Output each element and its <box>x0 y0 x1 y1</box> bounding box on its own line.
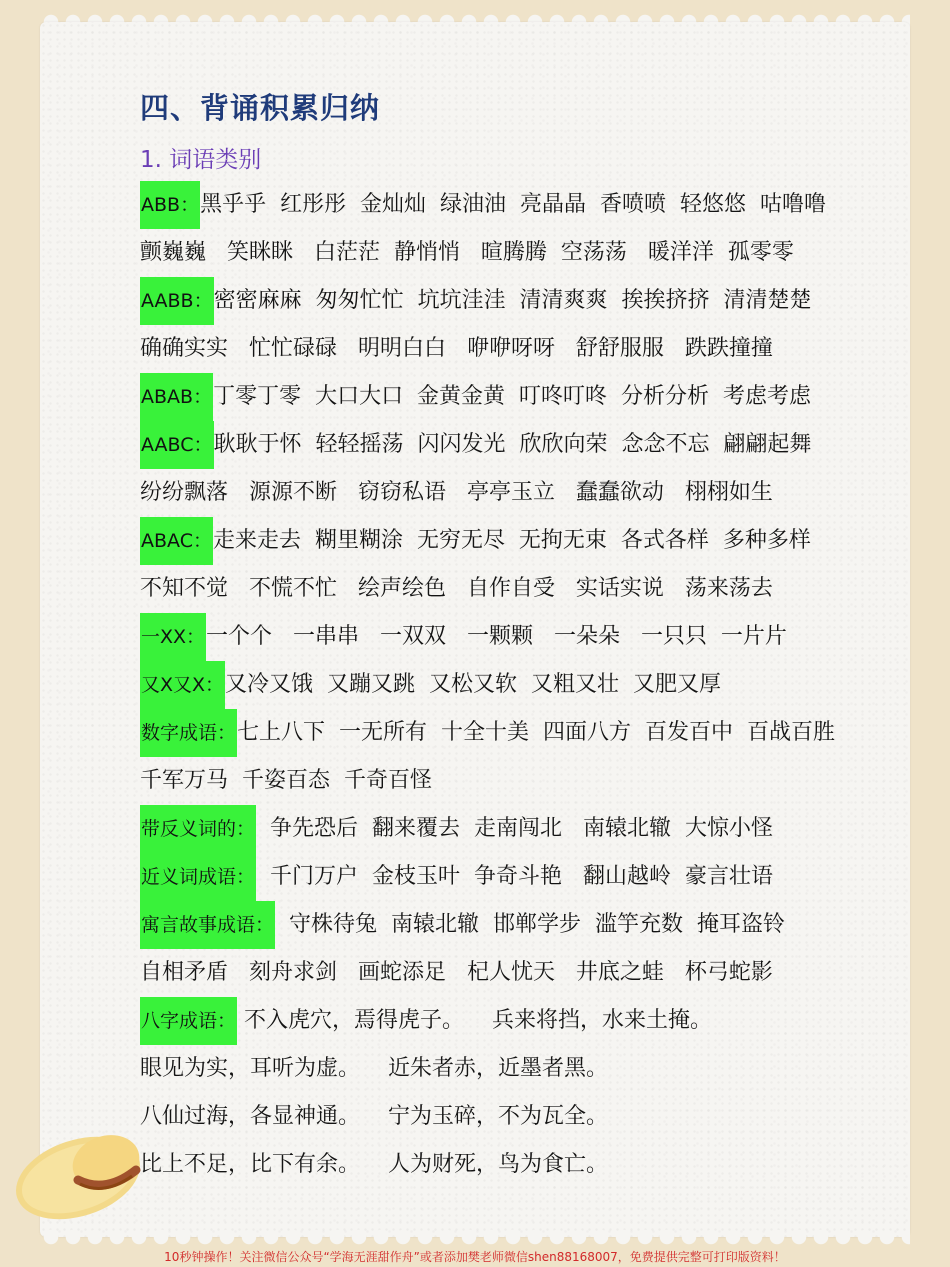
word-row <box>140 565 773 613</box>
word-row <box>140 1093 608 1141</box>
word-row <box>140 757 432 805</box>
category-tag: 一XX： <box>140 613 206 661</box>
word-row <box>140 853 773 901</box>
page-title: 四、背诵积累归纳 <box>140 91 381 125</box>
word-row <box>140 1045 608 1093</box>
paper-bottom-edge <box>40 1229 910 1245</box>
category-tag: 八字成语： <box>140 997 237 1045</box>
word-group: 走来走去 糊里糊涂 无穷无尽 无拘无束 各式各样 多种多样 <box>212 528 811 553</box>
word-group: 自相矛盾 刻舟求剑 画蛇添足 杞人忧天 井底之蛙 杯弓蛇影 <box>140 960 773 985</box>
category-tag: 数字成语： <box>140 709 237 757</box>
word-row <box>140 421 811 469</box>
word-group: 颤巍巍 笑眯眯 白茫茫 静悄悄 暄腾腾 空荡荡 暖洋洋 孤零零 <box>140 240 794 265</box>
word-row <box>140 229 794 277</box>
word-group: 眼见为实，耳听为虚。 近朱者赤，近墨者黑。 <box>140 1056 608 1081</box>
word-group: 七上八下 一无所有 十全十美 四面八方 百发百中 百战百胜 <box>237 720 835 745</box>
word-group: 比上不足，比下有余。 人为财死，鸟为食亡。 <box>140 1152 608 1177</box>
word-row <box>140 277 812 325</box>
word-group: 黑乎乎 红彤彤 金灿灿 绿油油 亮晶晶 香喷喷 轻悠悠 咕噜噜 <box>200 192 826 217</box>
word-group: 纷纷飘落 源源不断 窃窃私语 亭亭玉立 蠢蠢欲动 栩栩如生 <box>140 480 773 505</box>
section-subtitle: 1. 词语类别 <box>140 147 262 173</box>
category-tag: 寓言故事成语： <box>140 901 275 949</box>
word-row <box>140 373 811 421</box>
word-group: 八仙过海，各显神通。 宁为玉碎，不为瓦全。 <box>140 1104 608 1129</box>
word-row <box>140 1141 608 1189</box>
category-tag: ABAB： <box>140 373 213 421</box>
word-group: 又冷又饿 又蹦又跳 又松又软 又粗又壮 又肥又厚 <box>225 672 721 697</box>
word-group: 不知不觉 不慌不忙 绘声绘色 自作自受 实话实说 荡来荡去 <box>140 576 773 601</box>
category-tag: 又X又X： <box>140 661 225 709</box>
word-group: 千门万户 金枝玉叶 争奇斗艳 翻山越岭 豪言壮语 <box>256 864 773 889</box>
category-tag: AABC： <box>140 421 214 469</box>
word-row <box>140 805 773 853</box>
category-tag: 近义词成语： <box>140 853 256 901</box>
word-group: 争先恐后 翻来覆去 走南闯北 南辕北辙 大惊小怪 <box>256 816 773 841</box>
word-row <box>140 181 826 229</box>
word-row <box>140 709 835 757</box>
category-tag: AABB： <box>140 277 214 325</box>
category-tag: ABB： <box>140 181 200 229</box>
word-row <box>140 517 811 565</box>
word-group: 密密麻麻 匆匆忙忙 坑坑洼洼 清清爽爽 挨挨挤挤 清清楚楚 <box>213 288 812 313</box>
category-tag: ABAC： <box>140 517 213 565</box>
word-row <box>140 325 773 373</box>
word-group: 守株待兔 南辕北辙 邯郸学步 滥竽充数 掩耳盗铃 <box>275 912 785 937</box>
word-row <box>140 997 712 1045</box>
word-group: 丁零丁零 大口大口 金黄金黄 叮咚叮咚 分析分析 考虑考虑 <box>213 384 812 409</box>
word-group: 不入虎穴，焉得虎子。 兵来将挡，水来土掩。 <box>237 1008 712 1033</box>
word-group: 千军万马 千姿百态 千奇百怪 <box>140 768 432 793</box>
word-row <box>140 661 721 709</box>
word-row <box>140 901 785 949</box>
straw-hat-icon <box>8 1118 178 1228</box>
word-group: 确确实实 忙忙碌碌 明明白白 咿咿呀呀 舒舒服服 跌跌撞撞 <box>140 336 773 361</box>
word-group: 耿耿于怀 轻轻摇荡 闪闪发光 欣欣向荣 念念不忘 翩翩起舞 <box>213 432 812 457</box>
word-group: 一个个 一串串 一双双 一颗颗 一朵朵 一只只 一片片 <box>206 624 787 649</box>
footer-notice: 10秒钟操作！关注微信公众号“学海无涯甜作舟”或者添加樊老师微信shen88168007，免费提供完整可打印版资料！ <box>164 1250 786 1264</box>
word-row <box>140 469 773 517</box>
word-row <box>140 949 773 997</box>
word-row <box>140 613 787 661</box>
category-tag: 带反义词的： <box>140 805 256 853</box>
